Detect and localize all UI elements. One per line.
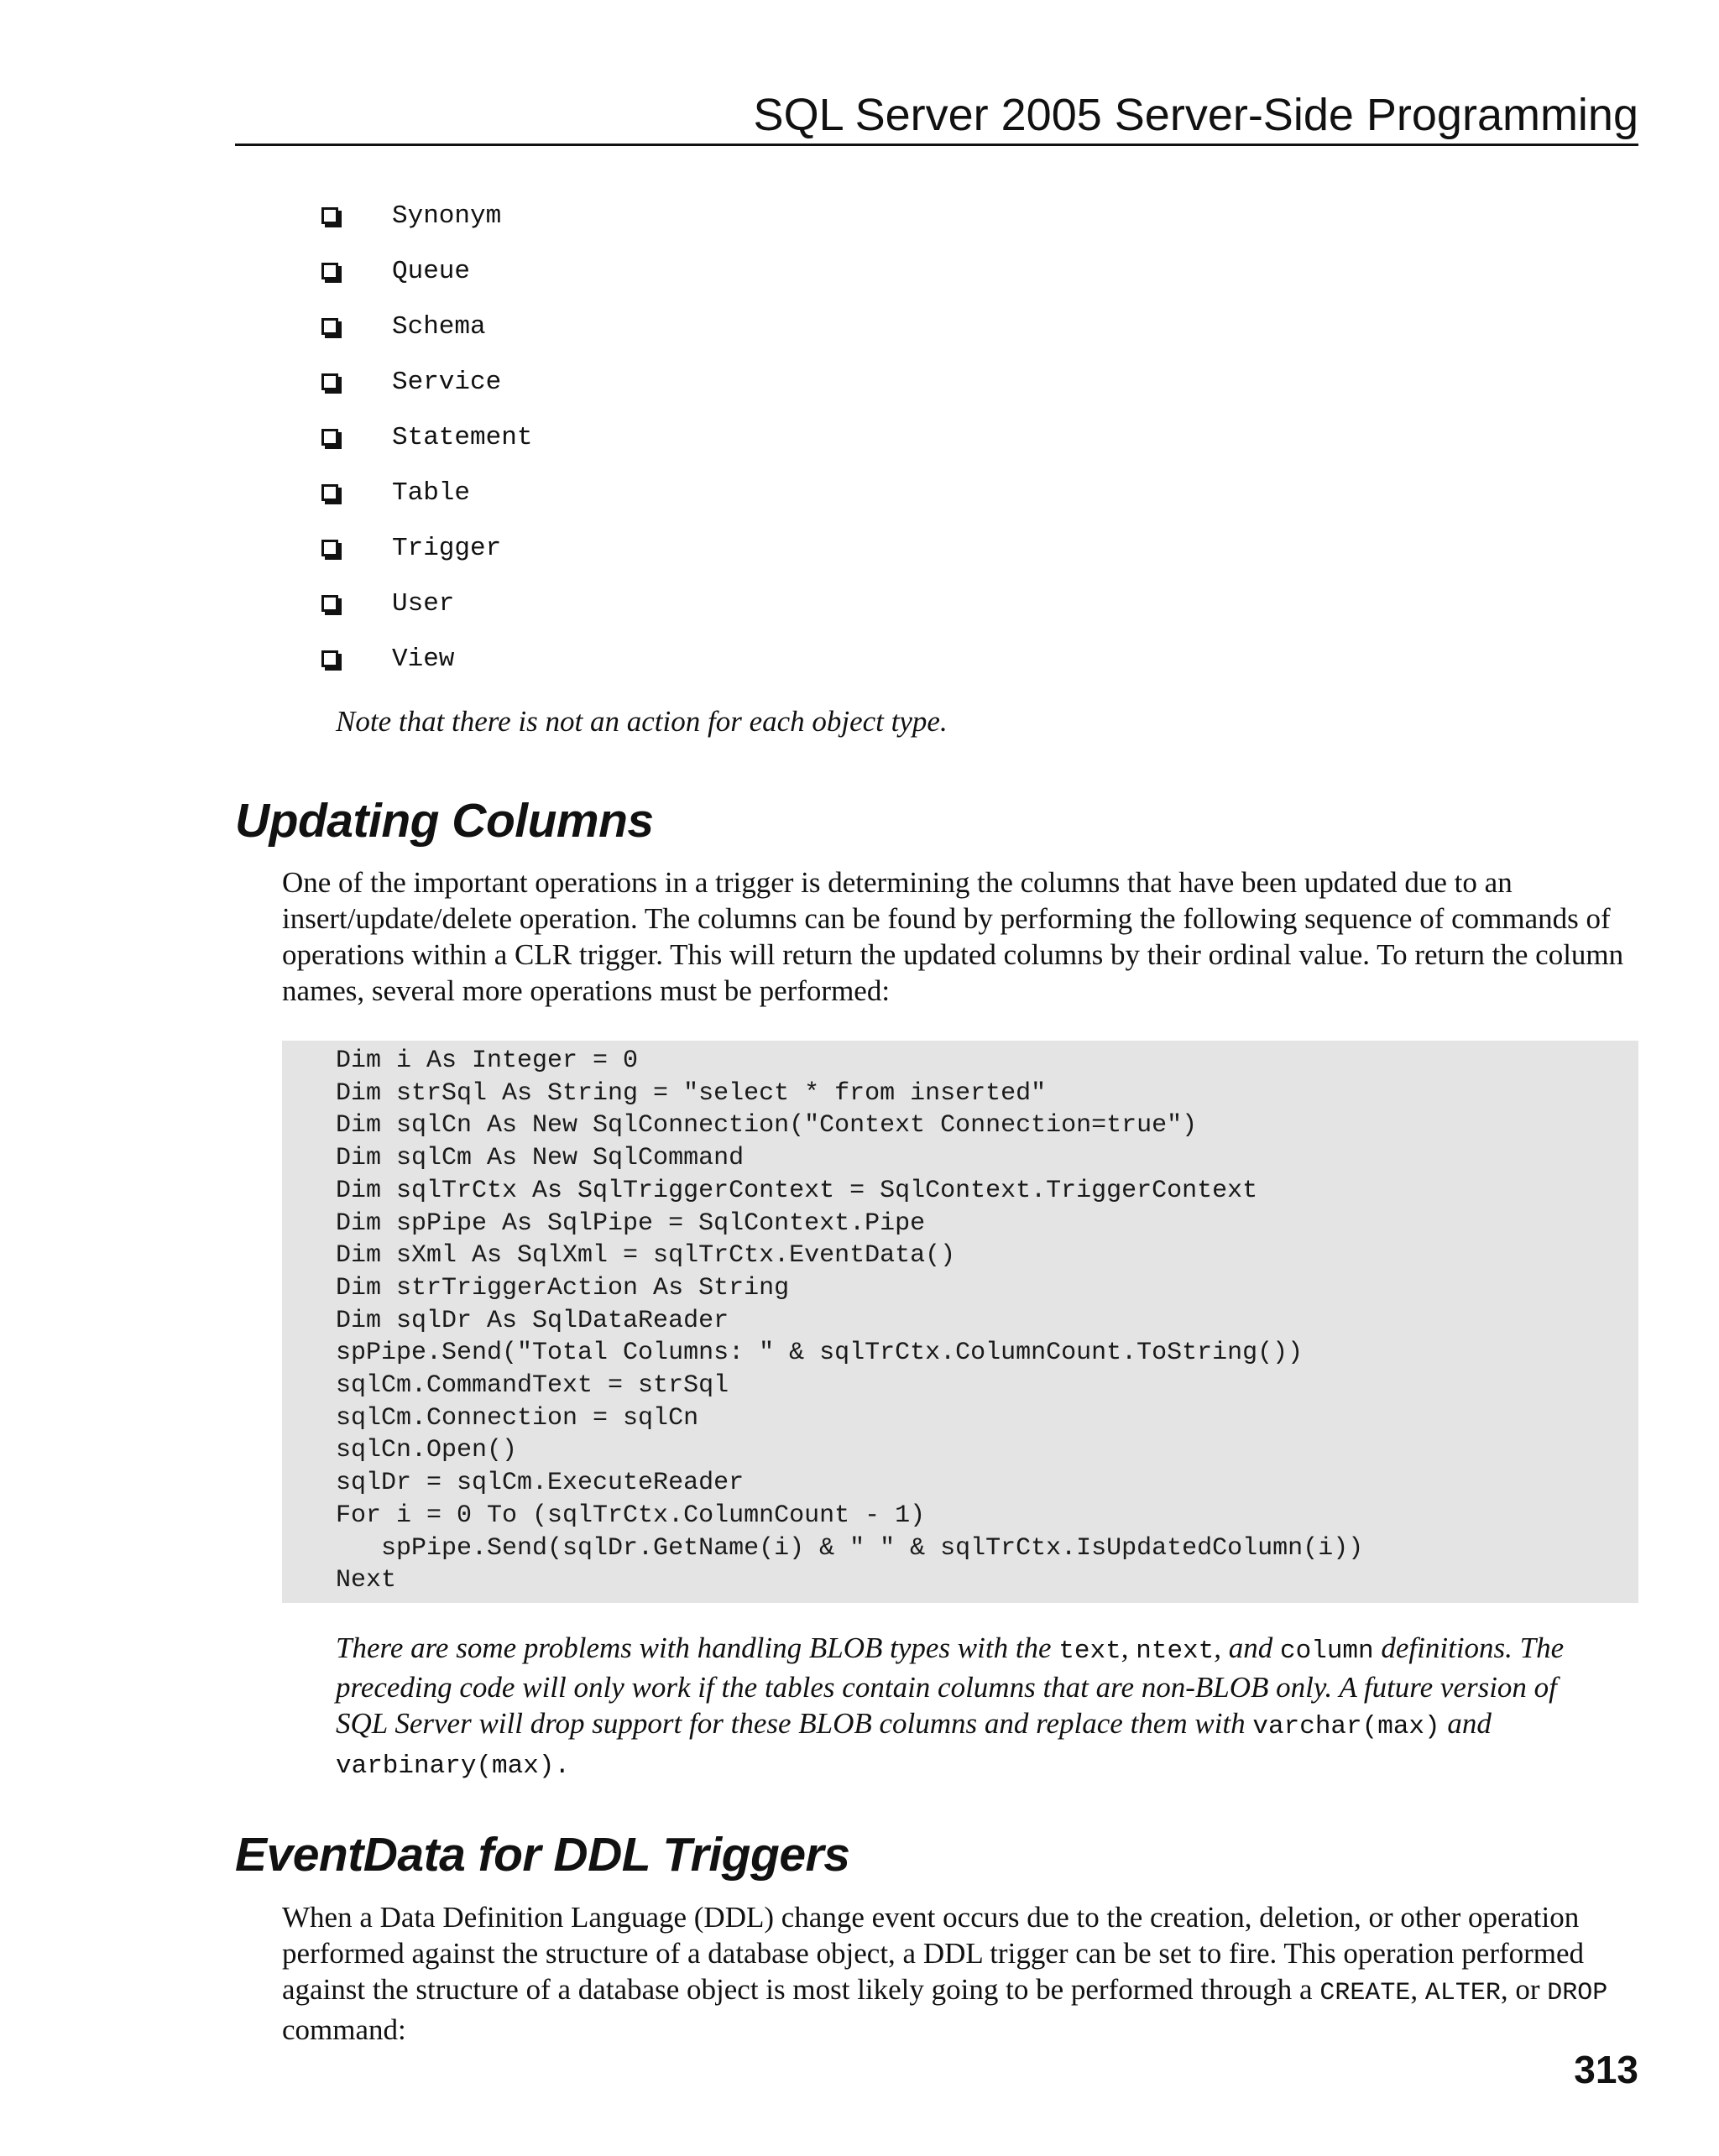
eventdata-paragraph <box>282 1899 1642 2048</box>
inline-code: varchar(max) <box>1252 1712 1440 1741</box>
list-item-label: Trigger <box>392 533 502 563</box>
list-item-label: Table <box>392 478 471 508</box>
list-item <box>321 354 532 410</box>
note-text: , and <box>1214 1631 1281 1664</box>
code-line: sqlCn.Open() <box>336 1436 518 1465</box>
inline-code: CREATE <box>1319 1979 1411 2007</box>
updating-columns-paragraph: One of the important operations in a trigger is determining the columns that have been updated due to an insert/update/delete operation. The columns can be found by performing the following sequence of commands of operations within a CLR trigger. This will return the updated columns by their ordinal value. To return the column names, several more operations must be performed: <box>282 866 1624 1007</box>
note-action: Note that there is not an action for each object type. <box>336 705 948 738</box>
code-line: sqlCm.Connection = sqlCn <box>336 1403 699 1433</box>
code-line: Dim i As Integer = 0 <box>336 1047 639 1075</box>
code-line: sqlCm.CommandText = strSql <box>336 1371 729 1401</box>
code-line: Dim sXml As SqlXml = sqlTrCtx.EventData() <box>336 1241 956 1271</box>
checkbox-bullet-icon <box>321 318 338 335</box>
list-item-label: Statement <box>392 422 533 452</box>
inline-code: text <box>1058 1637 1121 1666</box>
paragraph-text: , <box>1410 1973 1425 2006</box>
checkbox-bullet-icon <box>321 650 338 667</box>
code-line: Dim sqlTrCtx As SqlTriggerContext = SqlContext.TriggerContext <box>336 1176 1258 1205</box>
paragraph-text: When a Data Definition Language (DDL) change event occurs due to the creation, deletion, or other operation performed against the structure of a database object, a DDL trigger can be set to fire. This operation performed against the structure of a database object is most likely going to be performed through a <box>282 1901 1585 2006</box>
note-blob <box>336 1630 1595 1784</box>
code-line: For i = 0 To (sqlTrCtx.ColumnCount - 1) <box>336 1501 926 1530</box>
checkbox-bullet-icon <box>321 595 338 612</box>
note-text: definitions. The preceding code will only work if the tables contain columns that are non-BLOB only. A future version of SQL Server will drop support for these BLOB columns and replace them with <box>336 1631 1565 1740</box>
list-item <box>321 410 532 465</box>
code-line: Dim spPipe As SqlPipe = SqlContext.Pipe <box>336 1209 926 1238</box>
note-text: There are some problems with handling BLOB types with the <box>336 1631 1059 1664</box>
checkbox-bullet-icon <box>321 207 338 224</box>
checkbox-bullet-icon <box>321 373 338 390</box>
list-item-label: Service <box>392 367 502 397</box>
inline-code: DROP <box>1547 1979 1608 2007</box>
section-heading-updating-columns: Updating Columns <box>235 794 654 848</box>
note-text: and <box>1439 1707 1492 1740</box>
list-item-label: Schema <box>392 311 486 342</box>
inline-code: ALTER <box>1424 1979 1501 2007</box>
inline-code: varbinary(max). <box>336 1751 571 1781</box>
code-line: sqlDr = sqlCm.ExecuteReader <box>336 1469 745 1498</box>
paragraph-text: , or <box>1500 1973 1548 2006</box>
list-item-label: User <box>392 588 455 619</box>
inline-code: column <box>1280 1637 1374 1666</box>
list-item-label: Queue <box>392 256 471 286</box>
code-line: spPipe.Send("Total Columns: " & sqlTrCtx.ColumnCount.ToString()) <box>336 1339 1304 1368</box>
list-item-label: View <box>392 644 455 674</box>
code-listing <box>336 1045 1363 1597</box>
list-item-label: Synonym <box>392 201 502 231</box>
checkbox-bullet-icon <box>321 429 338 446</box>
object-type-list <box>321 188 532 686</box>
inline-code: ntext <box>1136 1637 1215 1666</box>
checkbox-bullet-icon <box>321 540 338 556</box>
list-item <box>321 243 532 299</box>
code-line: Next <box>336 1566 397 1595</box>
code-line: Dim strTriggerAction As String <box>336 1273 790 1302</box>
code-line: spPipe.Send(sqlDr.GetName(i) & " " & sqlTrCtx.IsUpdatedColumn(i)) <box>336 1533 1364 1563</box>
page-number: 313 <box>1574 2048 1638 2091</box>
list-item <box>321 188 532 243</box>
paragraph-text: command: <box>282 2013 406 2046</box>
list-item <box>321 576 532 631</box>
note-text: , <box>1121 1631 1136 1664</box>
list-item <box>321 299 532 354</box>
code-line: Dim sqlCn As New SqlConnection("Context Connection=true") <box>336 1111 1198 1141</box>
list-item <box>321 520 532 576</box>
code-line: Dim strSql As String = "select * from inserted" <box>336 1078 1047 1108</box>
checkbox-bullet-icon <box>321 263 338 279</box>
section-heading-eventdata: EventData for DDL Triggers <box>235 1828 850 1882</box>
code-line: Dim sqlDr As SqlDataReader <box>336 1306 729 1335</box>
running-head: SQL Server 2005 Server-Side Programming <box>235 84 1638 146</box>
list-item <box>321 465 532 520</box>
list-item <box>321 631 532 686</box>
code-line: Dim sqlCm As New SqlCommand <box>336 1144 745 1173</box>
checkbox-bullet-icon <box>321 484 338 501</box>
